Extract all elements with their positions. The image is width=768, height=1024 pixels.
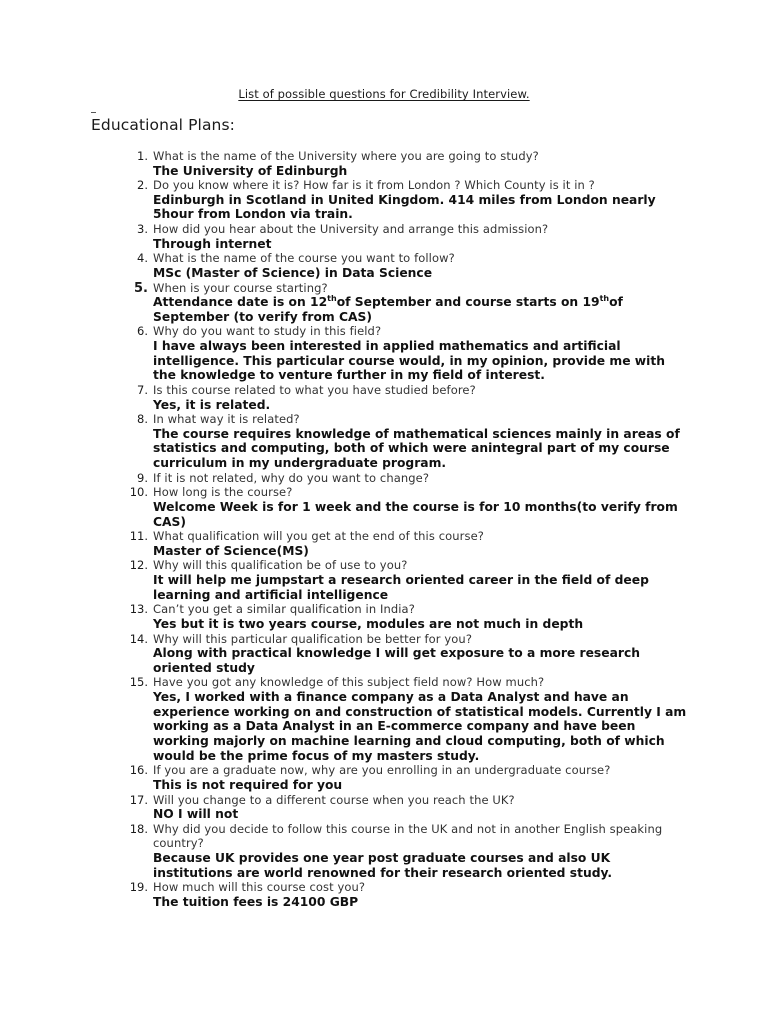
question-text: If you are a graduate now, why are you enrolling in an undergraduate course? [153, 763, 611, 778]
list-item [0, 281, 768, 325]
question-text: What is the name of the course you want to follow? [153, 251, 455, 266]
stray-mark [91, 112, 96, 113]
list-item [0, 880, 768, 909]
answer-text: This is not required for you [153, 777, 343, 792]
list-item [0, 529, 768, 558]
section-heading: Educational Plans: [91, 116, 235, 134]
question-text: What qualification will you get at the end of this course? [153, 529, 484, 544]
list-item [0, 324, 768, 383]
item-number: 15. [129, 675, 148, 690]
answer-text: Welcome Week is for 1 week and the course is for 10 months(to verify from CAS) [153, 499, 678, 529]
item-number: 2. [137, 178, 148, 193]
answer-text: The University of Edinburgh [153, 163, 348, 178]
item-number: 4. [137, 251, 148, 266]
question-text: Is this course related to what you have studied before? [153, 383, 476, 398]
item-number: 8. [137, 412, 148, 427]
list-item [0, 251, 768, 280]
item-number: 3. [137, 222, 148, 237]
question-text: Do you know where it is? How far is it from London ? Which County is it in ? [153, 178, 595, 193]
question-list [0, 149, 768, 910]
answer-text: NO I will not [153, 807, 239, 822]
answer-text: Attendance date is on 12thof September and course starts on 19thof September (to verify from CAS) [153, 294, 623, 324]
list-item [0, 412, 768, 471]
item-number: 11. [129, 529, 148, 544]
question-text: Will you change to a different course when you reach the UK? [153, 792, 515, 807]
list-item [0, 763, 768, 792]
item-number: 7. [137, 383, 148, 398]
item-number: 1. [137, 149, 148, 163]
item-number: 9. [137, 470, 148, 485]
list-item [0, 822, 768, 880]
list-item [0, 558, 768, 602]
list-item [0, 632, 768, 676]
list-item [0, 471, 768, 486]
question-text: Have you got any knowledge of this subject field now? How much? [153, 675, 545, 690]
item-number: 10. [129, 485, 148, 500]
question-text: Can’t you get a similar qualification in India? [153, 602, 415, 617]
answer-text: Yes but it is two years course, modules are not much in depth [153, 616, 584, 631]
item-number: 19. [129, 880, 148, 895]
list-item [0, 149, 768, 178]
answer-text: Through internet [153, 236, 272, 251]
answer-text: The tuition fees is 24100 GBP [153, 894, 359, 909]
list-item [0, 793, 768, 822]
list-item [0, 178, 768, 222]
question-text: What is the name of the University where you are going to study? [153, 149, 539, 163]
question-text: When is your course starting? [153, 280, 328, 295]
item-number: 6. [137, 324, 148, 339]
question-text: Why will this qualification be of use to you? [153, 558, 408, 573]
question-text: Why will this particular qualification be better for you? [153, 631, 473, 646]
question-text: How did you hear about the University and arrange this admission? [153, 222, 549, 237]
item-number: 18. [129, 821, 148, 836]
question-text: If it is not related, why do you want to change? [153, 470, 430, 485]
list-item [0, 675, 768, 763]
answer-text: Yes, it is related. [153, 397, 271, 412]
item-number: 12. [129, 558, 148, 573]
list-item [0, 485, 768, 529]
answer-text: It will help me jumpstart a research oriented career in the field of deep learning and artificial intelligence [153, 572, 649, 602]
list-item [0, 383, 768, 412]
answer-text: Along with practical knowledge I will get exposure to a more research oriented study [153, 646, 640, 675]
list-item [0, 602, 768, 631]
answer-text: Yes, I worked with a finance company as a Data Analyst and have an experience working on and construction of statistical models. Currently I am working as a Data Analyst in an E-commerce company and have been working majorly on machine learning and cloud computing, both of which would be the prime focus of my masters study. [153, 689, 687, 763]
item-number: 16. [129, 763, 148, 778]
answer-text: The course requires knowledge of mathematical sciences mainly in areas of statistics and computing, both of which were anintegral part of my course curriculum in my undergraduate program. [153, 426, 680, 471]
item-number: 5. [134, 280, 148, 296]
question-text: Why did you decide to follow this course in the UK and not in another English speaking country? [153, 821, 663, 851]
item-number: 17. [129, 792, 148, 807]
question-text: In what way it is related? [153, 412, 300, 427]
list-item [0, 222, 768, 251]
answer-text: I have always been interested in applied mathematics and artificial intelligence. This particular course would, in my opinion, provide me with the knowledge to venture further in my field of interest. [153, 338, 666, 383]
answer-text: Because UK provides one year post graduate courses and also UK institutions are world renowned for their research oriented study. [153, 850, 613, 880]
item-number: 14. [129, 631, 148, 646]
answer-text: Edinburgh in Scotland in United Kingdom. 414 miles from London nearly 5hour from London via train. [153, 192, 656, 222]
item-number: 13. [129, 602, 148, 617]
answer-text: Master of Science(MS) [153, 543, 309, 558]
answer-text: MSc (Master of Science) in Data Science [153, 265, 433, 280]
document-title: List of possible questions for Credibility Interview. [238, 87, 530, 101]
question-text: Why do you want to study in this field? [153, 324, 382, 339]
question-text: How long is the course? [153, 485, 293, 500]
question-text: How much will this course cost you? [153, 880, 366, 895]
